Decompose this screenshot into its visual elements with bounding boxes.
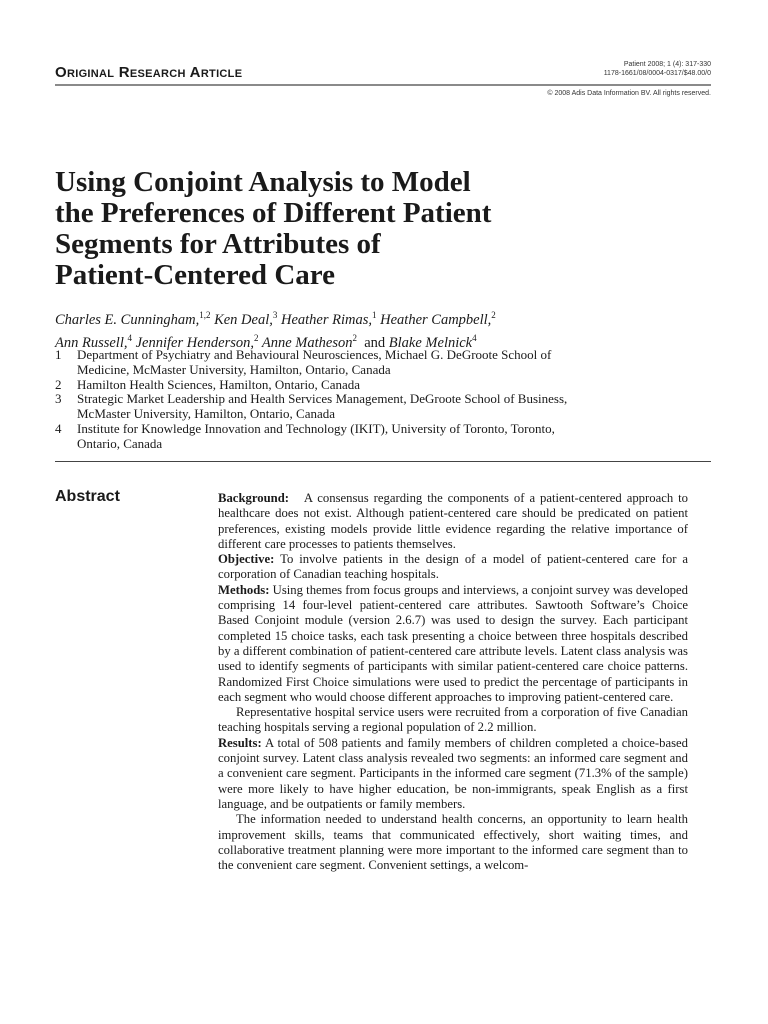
author-affiliation-marker: 1,2 <box>199 310 211 320</box>
affiliation-item <box>55 422 675 452</box>
results-label: Results: <box>218 735 262 750</box>
objective-label: Objective: <box>218 552 275 567</box>
abstract-heading: Abstract <box>55 488 120 505</box>
abstract-objective <box>218 552 688 583</box>
author-name: Blake Melnick <box>388 334 473 351</box>
affiliation-line: Medicine, McMaster University, Hamilton, Ontario, Canada <box>77 361 391 377</box>
affiliation-text <box>77 392 675 422</box>
abstract-methods <box>218 583 688 705</box>
affiliation-number: 1 <box>55 347 62 362</box>
abstract-methods-paragraph-2: Representative hospital service users were recruited from a corporation of five Canadian teaching hospitals serving a regional population of 2.2 million. <box>218 705 688 735</box>
affiliation-item <box>55 392 675 422</box>
author-affiliation-marker: 1 <box>372 310 377 320</box>
title-line: Segments for Attributes of <box>55 228 381 260</box>
abstract-background <box>218 491 688 552</box>
author-name: Heather Rimas, <box>277 311 373 328</box>
author-conjunction: and <box>364 334 386 351</box>
affiliation-line: Ontario, Canada <box>77 435 163 451</box>
author-affiliation-marker: 3 <box>272 310 278 320</box>
results-text: A total of 508 patients and family members of children completed a choice-based conjoint survey. Latent class analysis revealed two segments: an informed care segment and a convenient care segment. Participants in the informed care segment (71.3% of the sample) were more likely to have higher education, be non-immigrants, speak English as a first language, and be outpatients or family members. <box>218 735 688 811</box>
affiliation-number: 4 <box>55 420 62 436</box>
affiliation-text <box>77 348 675 378</box>
author-affiliation-marker: 4 <box>127 332 132 343</box>
methods-text: Using themes from focus groups and interviews, a conjoint survey was developed comprising 14 four-level patient-centered care attributes. Sawtooth Software’s Choice Based Conjoint module (version 2.6.7) was used to design the survey. Each participant completed 15 choice tasks, each task presenting a choice between three hospitals described by a different combination of patient-centered care attribute levels. Latent class analysis was used to identify segments of participants with similar patient-centered care choice patterns. Randomized First Choice simulations were used to predict the percentage of participants in each segment who would choose different approaches to improving patient-centered care. <box>218 582 688 704</box>
article-title <box>55 167 675 291</box>
affiliation-number: 3 <box>55 391 62 407</box>
background-label: Background: <box>218 491 289 505</box>
author-name: Ken Deal, <box>210 311 273 328</box>
affiliation-line: McMaster University, Hamilton, Ontario, Canada <box>77 406 336 422</box>
author-name: Anne Matheson <box>258 334 353 351</box>
background-text: A consensus regarding the components of a patient-centered approach to healthcare does not exist. Although patient-centered care should be predicated on patient preferences, existing models provide little evidence regarding the relative importance of different care processes to patients themselves. <box>218 491 688 551</box>
article-type-label: Original Research Article <box>55 64 243 81</box>
author-line-1 <box>55 306 496 329</box>
title-line: Patient-Centered Care <box>55 259 335 291</box>
affiliation-line: Institute for Knowledge Innovation and Technology (IKIT), University of Toronto, Toronto, <box>77 420 555 436</box>
affiliation-item <box>55 378 675 393</box>
abstract-results <box>218 736 688 812</box>
author-affiliation-marker: 2 <box>254 332 259 343</box>
affiliation-text <box>77 378 675 393</box>
abstract-body <box>218 491 688 873</box>
author-list <box>55 306 496 352</box>
journal-citation <box>604 60 711 78</box>
journal-issn-line: 1178-1661/08/0004-0317/$48.00/0 <box>603 70 711 77</box>
abstract-results-paragraph-2: The information needed to understand health concerns, an opportunity to learn health improvement skills, teams that communicated effectively, short waiting times, and collaborative treatment planning were more important to the informed care segment than to the convenient care segment. Convenient settings, a welcom- <box>218 812 688 873</box>
title-line: Using Conjoint Analysis to Model <box>55 166 471 198</box>
affiliation-text <box>77 422 675 452</box>
author-name: Jennifer Henderson, <box>132 334 255 351</box>
affiliation-item <box>55 348 675 378</box>
affiliation-line: Hamilton Health Sciences, Hamilton, Ontario, Canada <box>77 376 361 392</box>
affiliation-line: Strategic Market Leadership and Health Services Management, DeGroote School of Business, <box>77 391 568 407</box>
title-line: the Preferences of Different Patient <box>55 197 492 229</box>
author-affiliation-marker: 2 <box>491 310 496 320</box>
header-rule <box>55 84 711 86</box>
objective-text: To involve patients in the design of a model of patient-centered care for a corporation of Canadian teaching hospitals. <box>218 552 688 582</box>
affiliation-line: Department of Psychiatry and Behavioural Neurosciences, Michael G. DeGroote School of <box>77 347 552 362</box>
author-affiliation-marker: 4 <box>472 332 477 343</box>
author-affiliation-marker: 2 <box>352 332 357 343</box>
journal-citation-line: Patient 2008; 1 (4): 317-330 <box>623 61 711 68</box>
methods-label: Methods: <box>218 582 270 597</box>
affiliation-list <box>55 348 675 452</box>
author-name: Heather Campbell, <box>376 311 492 328</box>
author-name: Ann Russell, <box>55 334 128 351</box>
author-name: Charles E. Cunningham, <box>55 311 200 328</box>
copyright-notice: © 2008 Adis Data Information BV. All rights reserved. <box>547 90 711 97</box>
affiliation-number: 2 <box>55 376 62 392</box>
section-divider <box>55 461 711 462</box>
